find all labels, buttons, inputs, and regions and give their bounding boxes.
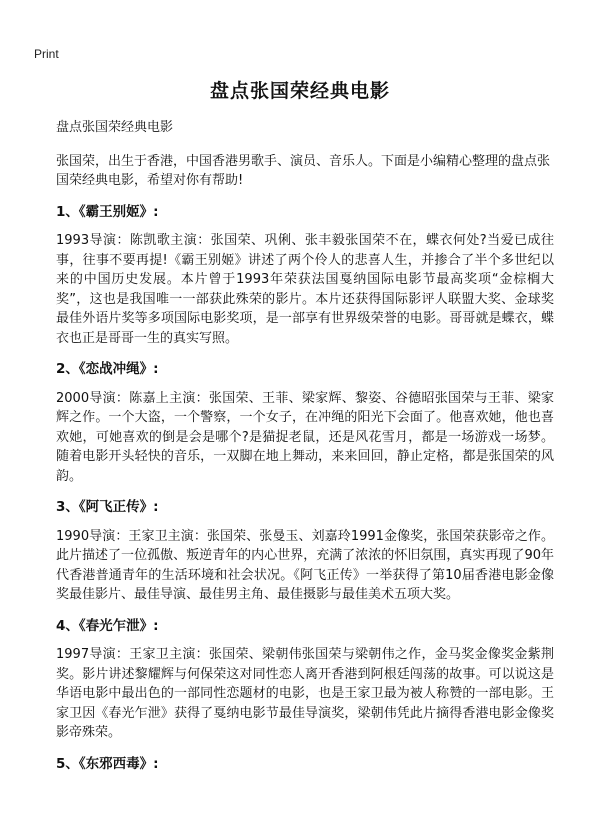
section-heading: 1、《霸王别姬》:: [56, 203, 159, 220]
article-subtitle: 盘点张国荣经典电影: [56, 120, 174, 135]
print-link[interactable]: Print: [34, 47, 59, 61]
section-5: [56, 755, 554, 775]
section-1: [56, 203, 554, 349]
section-4: [56, 617, 554, 743]
article-content: [56, 118, 554, 783]
page-title: 盘点张国荣经典电影: [209, 80, 390, 102]
section-2: [56, 360, 554, 486]
section-heading: 3、《阿飞正传》:: [56, 499, 159, 515]
section-3: [56, 498, 554, 605]
section-body: 2000导演：陈嘉上主演：张国荣、王菲、梁家辉、黎姿、谷德昭张国荣与王菲、梁家辉之作。一个大盗，一个警察，一个女子，在冲绳的阳光下会面了。他喜欢她，他也喜欢她，可她喜欢的倒是会是哪个?是猫捉老鼠，还是风花雪月，都是一场游戏一场梦。随着电影开头轻快的音乐，一双脚在地上舞动，来来回回，静止定格，都是张国荣的风韵。: [56, 390, 554, 484]
section-heading: 4、《春光乍泄》:: [56, 617, 159, 634]
intro-paragraph: 张国荣，出生于香港，中国香港男歌手、演员、音乐人。下面是小编精心整理的盘点张国荣经典电影，希望对你有帮助!: [56, 153, 551, 188]
section-body: 1997导演：王家卫主演：张国荣、梁朝伟张国荣与梁朝伟之作，金马奖金像奖金紫荆奖。影片讲述黎耀辉与何保荣这对同性恋人离开香港到阿根廷闯荡的故事。可以说这是华语电影中最出色的一部同性恋题材的电影，也是王家卫最为被人称赞的一部电影。王家卫因《春光乍泄》获得了戛纳电影节最佳导演奖，梁朝伟凭此片摘得香港电影金像奖影帝殊荣。: [56, 647, 554, 740]
section-body: 1993导演：陈凯歌主演：张国荣、巩俐、张丰毅张国荣不在，蝶衣何处?当爱已成往事，往事不要再提!《霸王别姬》讲述了两个伶人的悲喜人生，并掺合了半个多世纪以来的中国历史发展。本片曾于1993年荣获法国戛纳国际电影节最高奖项“金棕榈大奖”，这也是我国唯一一部获此殊荣的影片。本片还获得国际影评人联盟大奖、金球奖最佳外语片奖等多项国际电影奖项，是一部享有世界级荣誉的电影。哥哥就是蝶衣，蝶衣也正是哥哥一生的真实写照。: [56, 233, 554, 346]
section-body: 1990导演：王家卫主演：张国荣、张曼玉、刘嘉玲1991金像奖，张国荣获影帝之作。此片描述了一位孤傲、叛逆青年的内心世界，充满了浓浓的怀旧氛围，真实再现了90年代香港普通青年的生活环境和社会状况。《阿飞正传》一举获得了第10届香港电影金像奖最佳影片、最佳导演、最佳男主角、最佳摄影与最佳美术五项大奖。: [56, 528, 554, 602]
section-heading: 2、《恋战冲绳》:: [56, 361, 159, 377]
section-heading: 5、《东邪西毒》:: [56, 755, 159, 772]
